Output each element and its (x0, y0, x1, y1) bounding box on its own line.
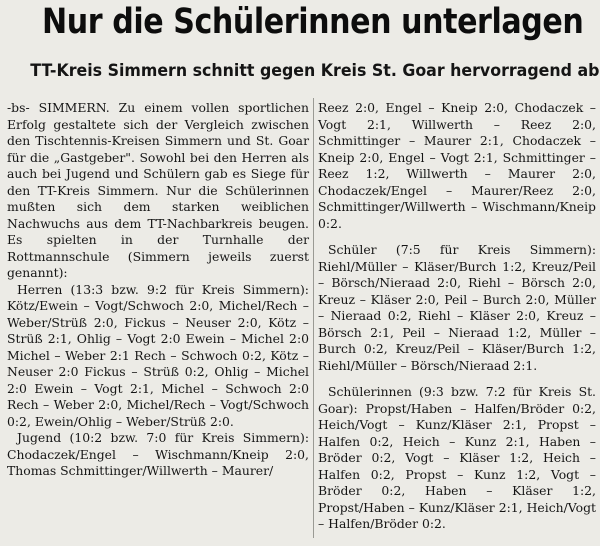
column-divider (313, 98, 314, 538)
jugend-results: Jugend (10:2 bzw. 7:0 für Kreis Simmern): Chodaczek/Engel – Wischmann/Kneip 2:0, Thomas Schmittinger/Willwerth – Maurer/ (7, 430, 309, 478)
left-column (7, 100, 309, 480)
right-column (318, 100, 596, 533)
schuelerinnen-results: Schülerinnen (9:3 bzw. 7:2 für Kreis St. Goar): Propst/Haben – Halfen/Bröder 0:2, Heich/Vogt – Kunz/Kläser 2:1, Propst – Halfen 0:2, Heich – Kunz 2:1, Haben – Bröder 0:2, Vogt – Kläser 1:2, Heich – Halfen 0:2, Propst – Kunz 1:2, Vogt – Bröder 0:2, Haben – Kläser 1:2, Propst/Haben – Kunz/Kläser 2:1, Heich/Vogt – Halfen/Bröder 0:2. (318, 384, 596, 531)
article-headline: Nur die Schülerinnen unterlagen (42, 2, 584, 42)
intro-paragraph: -bs- SIMMERN. Zu einem vollen sportlichen Erfolg gestaltete sich der Vergleich zwischen den Tischtennis-Kreisen Simmern und St. Goar für die „Gastgeber". Sowohl bei den Herren als auch bei Jugend und Schülern gab es Siege für den TT-Kreis Simmern. Nur die Schülerinnen mußten sich dem starken weiblichen Nachwuchs aus dem TT-Nachbarkreis beugen. Es spielten in der Turnhalle der Rottmannschule (Simmern jeweils zuerst genannt): (7, 100, 309, 280)
schueler-results: Schüler (7:5 für Kreis Simmern): Riehl/Müller – Kläser/Burch 1:2, Kreuz/Peil – Börsch/Nieraad 2:0, Riehl – Börsch 2:0, Kreuz – Kläser 2:0, Peil – Burch 2:0, Müller – Nieraad 0:2, Riehl – Kläser 2:0, Kreuz – Börsch 2:1, Peil – Nieraad 1:2, Müller – Burch 0:2, Kreuz/Peil – Kläser/Burch 1:2, Riehl/Müller – Börsch/Nieraad 2:1. (318, 242, 596, 373)
article-subheadline: TT-Kreis Simmern schnitt gegen Kreis St. Goar hervorragend ab (30, 61, 600, 81)
herren-results: Herren (13:3 bzw. 9:2 für Kreis Simmern): Kötz/Ewein – Vogt/Schwoch 2:0, Michel/Rech – Weber/Strüß 2:0, Fickus – Neuser 2:0, Kötz – Strüß 2:1, Ohlig – Vogt 2:0 Ewein – Michel 2:0 Michel – Weber 2:1 Rech – Schwoch 0:2, Kötz – Neuser 2:0 Fickus – Strüß 0:2, Ohlig – Michel 2:0 Ewein – Vogt 2:1, Michel – Schwoch 2:0 Rech – Weber 2:0, Michel/Rech – Vogt/Schwoch 0:2, Ewein/Ohlig – Weber/Strüß 2:0. (7, 281, 309, 429)
jugend-results-continued: Reez 2:0, Engel – Kneip 2:0, Chodaczek – Vogt 2:1, Willwerth – Reez 2:0, Schmittinger – Maurer 2:1, Chodaczek – Kneip 2:0, Engel – Vogt 2:1, Schmittinger – Reez 1:2, Willwerth – Maurer 2:0, Chodaczek/Engel – Maurer/Reez 2:0, Schmittinger/Willwerth – Wischmann/Kneip 0:2. (318, 100, 596, 231)
